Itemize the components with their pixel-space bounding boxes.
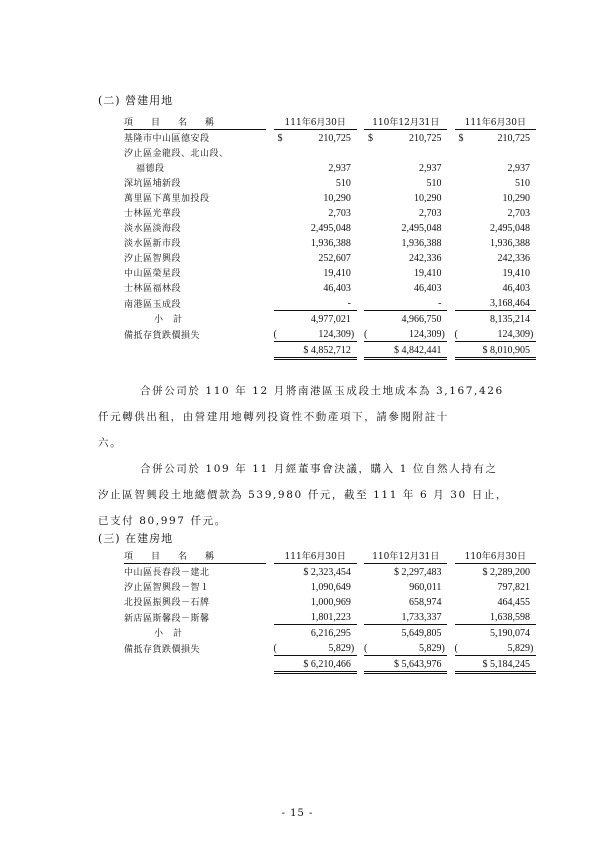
cell-value: $ 2,289,200 [482, 567, 530, 578]
row-label: 福德段 [136, 164, 165, 174]
table-row [124, 235, 536, 250]
table-row [124, 250, 536, 265]
cell-value: 1,000,969 [310, 597, 351, 608]
cell-value: 5,190,074 [490, 628, 530, 639]
paragraph-line: 汐止區智興段土地總價款為 539,980 仟元，截至 111 年 6 月 30 日止， [98, 489, 509, 501]
subtotal-row [124, 625, 536, 641]
cell-value: $ 5,184,245 [482, 659, 530, 670]
cell-value: 1,733,337 [401, 612, 442, 623]
paragraph-line: 合併公司於 109 年 11 月經董事會決議，購入 1 位自然人持有之 [140, 463, 498, 475]
row-label: 汐止區金龍段、北山段、 [124, 149, 229, 159]
cell-value: $ 4,842,441 [393, 345, 442, 356]
table-row [124, 205, 536, 220]
table-row [124, 295, 536, 311]
row-label: 士林區福林段 [124, 284, 182, 294]
allowance-row: 備抵存貨跌價損失 ( 5,829) ( 5,829) ( 5,829) [124, 640, 536, 656]
row-label: 北投區振興段－石牌 [124, 598, 210, 608]
header-col-2: 110年12月31日 [364, 113, 447, 130]
table-row [124, 280, 536, 295]
cell-value: $ 5,643,976 [393, 659, 442, 670]
cell-value: 658,974 [408, 597, 442, 608]
cell-value: 960,011 [409, 582, 442, 593]
row-label: 汐止區智興段 [124, 254, 182, 264]
cell-value: 210,725 [497, 133, 530, 144]
cell-value: 1,090,649 [310, 582, 351, 593]
paragraph-line: 六。 [98, 437, 123, 449]
cell-value: 10,290 [413, 193, 442, 204]
row-label: 中山區榮星段 [124, 269, 182, 279]
header-col-3: 110年6月30日 [455, 547, 536, 564]
cell-value: 1,936,388 [490, 238, 530, 249]
cell-value: 10,290 [502, 193, 530, 204]
subtotal-label: 小計 [154, 629, 193, 639]
cell-value: 8,135,214 [490, 314, 530, 325]
header-col-2: 110年12月31日 [364, 547, 447, 564]
cell-value: 5,829 [328, 643, 351, 654]
row-label: 中山區長春段－建北 [124, 568, 210, 578]
table-header-row [124, 113, 536, 130]
subtotal-row [124, 311, 536, 327]
table-row [124, 160, 536, 175]
cell-value: 124,309 [318, 329, 351, 340]
cell-value: 464,455 [497, 597, 530, 608]
table-row [124, 609, 536, 625]
header-item: 項 目 名 稱 [124, 547, 266, 564]
allowance-label: 備抵存貨跌價損失 [124, 644, 201, 655]
currency-sign: $ [277, 133, 283, 144]
cell-value: 2,495,048 [401, 223, 442, 234]
cell-value: $ 8,010,905 [482, 345, 530, 356]
section-2-title: (二) 營建用地 [98, 94, 174, 107]
cell-value: 2,495,048 [310, 223, 351, 234]
cell-value: 242,336 [497, 253, 530, 264]
allowance-row: 備抵存貨跌價損失 ( 124,309) ( 124,309) ( 124,309) [124, 326, 536, 342]
cell-value: 46,403 [323, 283, 351, 294]
cell-value: 2,495,048 [490, 223, 530, 234]
cell-value: 242,336 [408, 253, 442, 264]
cell-value: 124,309 [408, 329, 442, 340]
cell-value: 510 [426, 178, 442, 189]
row-label: 汐止區智興段－智１ [124, 583, 210, 593]
row-label: 南港區玉成段 [124, 299, 182, 310]
cell-value: 10,290 [323, 193, 351, 204]
cell-value: 210,725 [318, 133, 351, 144]
table-row [124, 265, 536, 280]
row-label: 淡水區淡海段 [124, 224, 182, 234]
cell-value: 2,937 [418, 163, 442, 174]
cell-value: 2,703 [418, 208, 442, 219]
paragraph-line: 合併公司於 110 年 12 月將南港區玉成段土地成本為 3,167,426 [140, 385, 504, 397]
header-item: 項 目 名 稱 [124, 113, 266, 130]
cell-value: 1,936,388 [401, 238, 442, 249]
table-row [124, 594, 536, 609]
row-label: 士林區光華段 [124, 209, 182, 219]
cell-value: 46,403 [502, 283, 530, 294]
row-label: 新店區斯馨段－斯馨 [124, 613, 210, 624]
paragraph-line: 已支付 80,997 仟元。 [98, 515, 227, 527]
cell-value: 3,168,464 [490, 298, 530, 309]
row-label: 基隆市中山區德安段 [124, 134, 210, 144]
cell-value: 2,703 [507, 208, 530, 219]
cell-value: 19,410 [323, 268, 351, 279]
subtotal-label: 小計 [154, 315, 193, 325]
cell-value: $ 2,323,454 [303, 567, 351, 578]
cell-value: $ 2,297,483 [393, 567, 442, 578]
note-paragraph-2 [98, 456, 538, 534]
cell-value: 510 [515, 178, 530, 189]
cell-value: 797,821 [497, 582, 530, 593]
currency-sign: $ [368, 133, 374, 144]
buildings-under-construction-table [124, 547, 536, 674]
table-row [124, 175, 536, 190]
cell-value: 19,410 [502, 268, 530, 279]
cell-value: - [347, 298, 351, 309]
page-number: - 15 - [281, 808, 314, 819]
cell-value: - [438, 298, 442, 309]
cell-value: 5,649,805 [401, 628, 442, 639]
currency-sign: $ [458, 133, 464, 144]
construction-land-table [124, 113, 536, 360]
table-row [124, 220, 536, 235]
row-label: 深坑區埔新段 [124, 179, 182, 189]
cell-value: $ 4,852,712 [303, 345, 351, 356]
cell-value: 252,607 [318, 253, 351, 264]
cell-value: 2,937 [328, 163, 351, 174]
cell-value: 6,216,295 [310, 628, 351, 639]
row-label: 萬里區下萬里加投段 [124, 194, 210, 204]
allowance-label: 備抵存貨跌價損失 [124, 330, 201, 341]
note-paragraph-1 [98, 378, 538, 456]
total-row [124, 656, 536, 673]
cell-value: 124,309 [497, 329, 530, 340]
row-label: 淡水區新市段 [124, 239, 182, 249]
cell-value: 4,966,750 [401, 314, 442, 325]
table-row [124, 190, 536, 205]
cell-value: 46,403 [413, 283, 442, 294]
cell-value: 2,703 [328, 208, 351, 219]
total-row [124, 342, 536, 359]
header-col-1: 111年6月30日 [274, 547, 357, 564]
cell-value: 510 [335, 178, 351, 189]
cell-value: 2,937 [507, 163, 530, 174]
header-col-1: 111年6月30日 [274, 113, 357, 130]
cell-value: 4,977,021 [310, 314, 351, 325]
cell-value: 5,829 [507, 643, 530, 654]
cell-value: $ 6,210,466 [303, 659, 351, 670]
paragraph-line: 仟元轉供出租，由營建用地轉列投資性不動產項下，請參閱附註十 [98, 411, 449, 423]
cell-value: 5,829 [418, 643, 442, 654]
cell-value: 1,801,223 [310, 612, 351, 623]
table-row [124, 130, 536, 146]
table-header-row [124, 547, 536, 564]
cell-value: 1,936,388 [310, 238, 351, 249]
cell-value: 210,725 [408, 133, 442, 144]
table-row [124, 145, 536, 160]
table-row [124, 564, 536, 580]
cell-value: 1,638,598 [490, 612, 530, 623]
table-row [124, 579, 536, 594]
cell-value: 19,410 [413, 268, 442, 279]
header-col-3: 111年6月30日 [455, 113, 536, 130]
section-3-title: (三) 在建房地 [98, 532, 174, 545]
